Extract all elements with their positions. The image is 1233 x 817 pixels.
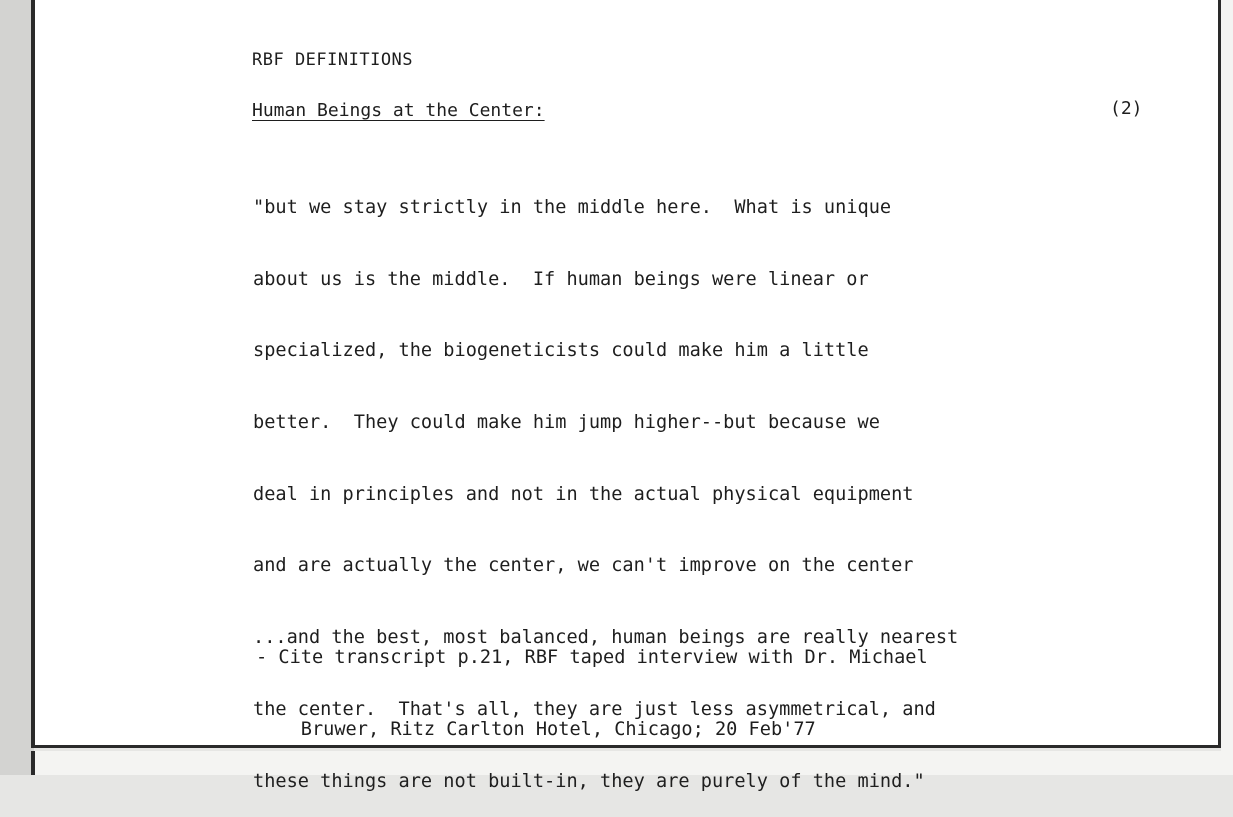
quote-line: these things are not built-in, they are purely of the mind." (253, 770, 925, 792)
scan-right-margin (1221, 0, 1233, 775)
citation-block (256, 598, 928, 766)
citation-line: Bruwer, Ritz Carlton Hotel, Chicago; 20 Feb'77 (256, 719, 816, 740)
quote-line: better. They could make him jump higher--but because we (253, 411, 880, 433)
quote-line: the center. That's all, they are just less asymmetrical, and (253, 698, 936, 720)
quote-line: and are actually the center, we can't improve on the center (253, 555, 914, 577)
scan-left-margin (0, 0, 34, 775)
citation-line: - Cite transcript p.21, RBF taped interview with Dr. Michael (256, 647, 928, 668)
quote-line: specialized, the biogeneticists could make him a little (253, 340, 869, 362)
definition-title: Human Beings at the Center: (252, 100, 545, 121)
page-number: (2) (1110, 98, 1143, 119)
quote-line: "but we stay strictly in the middle here. What is unique (253, 196, 892, 218)
quote-line: about us is the middle. If human beings were linear or (253, 268, 869, 290)
document-header: RBF DEFINITIONS (252, 50, 414, 70)
quote-line: ...and the best, most balanced, human beings are really nearest (253, 627, 959, 649)
quote-line: deal in principles and not in the actual physical equipment (253, 483, 914, 505)
